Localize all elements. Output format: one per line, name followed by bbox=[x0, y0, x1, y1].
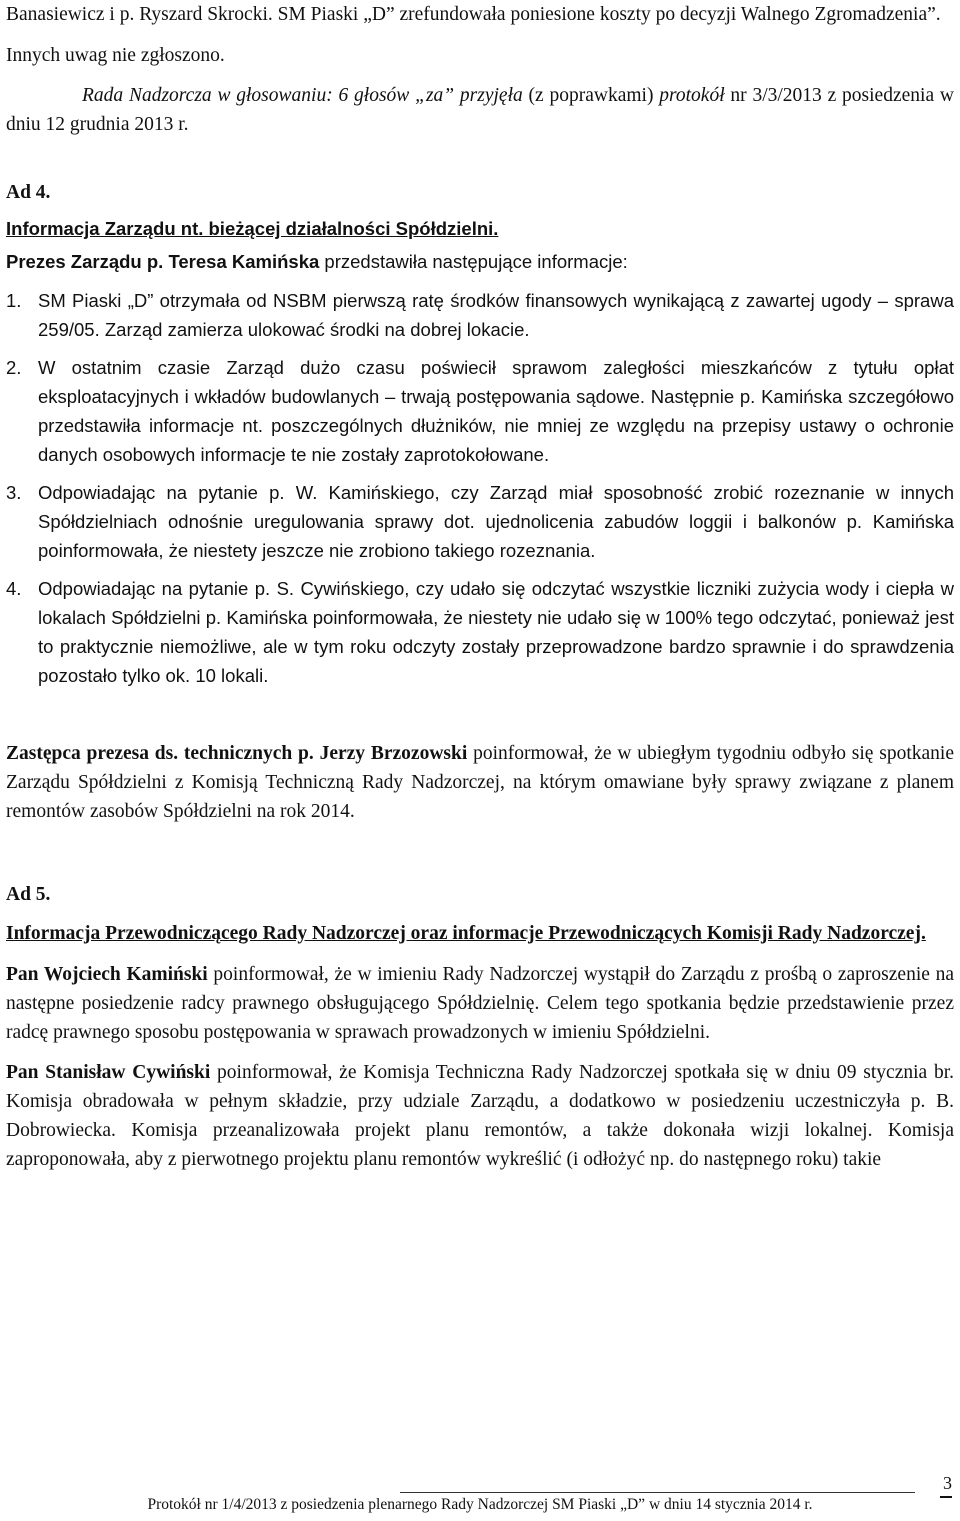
ad4-intro-rest: przedstawiła następujące informacje: bbox=[319, 251, 628, 272]
ad5-p2-rest: poinformował, że Komisja Techniczna Rady Nadzorczej spotkała się w dniu 09 stycznia br. Komisja obradowała w pełnym składzie, przy udziale Zarządu, a dodatkowo w posiedzeniu uczestniczyła p. B. Dobrowiecka. Komisja przeanalizowała projekt planu remontów, a także dokonała wizji lokalnej. Komisja zaproponowała, aby z pierwotnego projektu planu remontów wykreślić (i odłożyć np. do następnego roku) takie bbox=[6, 1062, 954, 1170]
spacer bbox=[6, 826, 954, 880]
ad5-p1-rest: poinformował, że w imieniu Rady Nadzorczej wystąpił do Zarządu z prośbą o zaproszenie na następne posiedzenie radcy prawnego obsługującego Spółdzielnię. Celem tego spotkania będzie przedstawienie przez radcę prawnego sposobu postępowania w sprawach prowadzonych w imieniu Spółdzielni. bbox=[6, 964, 954, 1043]
list-item bbox=[6, 574, 954, 690]
list-item-number: 1. bbox=[6, 290, 22, 311]
ad5-p1-bold: Pan Wojciech Kamiński bbox=[6, 964, 208, 985]
list-item bbox=[6, 353, 954, 469]
list-item-number: 2. bbox=[6, 357, 22, 378]
list-item-text: W ostatnim czasie Zarząd dużo czasu poświecił sprawom zaległości mieszkańców z tytułu opłat eksploatacyjnych i wkładów budowlanych – trwają postępowania sądowe. Następnie p. Kamińska szczegółowo przedstawiła informacje nt. poszczególnych dłużników, nie mniej ze względu na przepisy ustawy o ochronie danych osobowych informacje te nie zostały zaprotokołowane. bbox=[38, 357, 954, 465]
spacer bbox=[6, 29, 954, 41]
footer-divider bbox=[400, 1492, 915, 1493]
page-footer: Protokół nr 1/4/2013 z posiedzenia plenarnego Rady Nadzorczej SM Piaski „D” w dniu 14 stycznia 2014 r. bbox=[147, 1496, 813, 1513]
deputy-bold2: Jerzy Brzozowski bbox=[319, 743, 468, 764]
ad5-paragraph-2 bbox=[6, 1058, 954, 1174]
list-item-number: 3. bbox=[6, 482, 22, 503]
ad4-heading: Ad 4. bbox=[6, 182, 51, 203]
resolution-mid: (z poprawkami) bbox=[522, 85, 660, 106]
ad5-title: Informacja Przewodniczącego Rady Nadzorczej oraz informacje Przewodniczących Komisji Rady Nadzorczej. bbox=[6, 923, 926, 944]
resolution-italic: Rada Nadzorcza w głosowaniu: 6 głosów „za” przyjęła bbox=[82, 85, 523, 106]
document-page bbox=[6, 0, 954, 1174]
page-number-underline bbox=[940, 1496, 952, 1498]
list-item bbox=[6, 286, 954, 344]
list-item bbox=[6, 478, 954, 565]
spacer bbox=[6, 139, 954, 178]
deputy-rest: poinformował, że w ubiegłym tygodniu odbyło się spotkanie Zarządu Spółdzielni z Komisją Techniczną Rady Nadzorczej, na którym omawiane były sprawy związane z planem remontów zasobów Spółdzielni na rok 2014. bbox=[6, 743, 955, 822]
ad4-intro-bold: Prezes Zarządu p. Teresa Kamińska bbox=[6, 251, 320, 272]
list-item-text: SM Piaski „D” otrzymała od NSBM pierwszą ratę środków finansowych wynikającą z zawartej ugody – sprawa 259/05. Zarząd zamierza ulokować środki na dobrej lokacie. bbox=[38, 290, 954, 340]
page-number: 3 bbox=[943, 1473, 952, 1493]
ad5-p2-bold: Pan Stanisław Cywiński bbox=[6, 1062, 211, 1083]
deputy-paragraph bbox=[6, 739, 954, 826]
no-remarks: Innych uwag nie zgłoszono. bbox=[6, 45, 225, 66]
resolution-rest: nr 3/3/2013 z posiedzenia w dniu 12 grudnia 2013 r. bbox=[6, 85, 954, 135]
ad4-list bbox=[6, 286, 954, 690]
ad4-title: Informacja Zarządu nt. bieżącej działalności Spółdzielni. bbox=[6, 218, 499, 239]
ad4-intro bbox=[6, 247, 954, 276]
deputy-bold1: Zastępca prezesa ds. technicznych p. bbox=[6, 743, 320, 764]
ad5-heading: Ad 5. bbox=[6, 884, 51, 905]
spacer bbox=[6, 699, 954, 739]
list-item-number: 4. bbox=[6, 578, 22, 599]
resolution-italic2: protokół bbox=[659, 85, 725, 106]
ad5-paragraph-1 bbox=[6, 960, 954, 1047]
top-paragraph: Banasiewicz i p. Ryszard Skrocki. SM Piaski „D” zrefundowała poniesione koszty po decyzji Walnego Zgromadzenia”. bbox=[6, 4, 941, 25]
list-item-text: Odpowiadając na pytanie p. S. Cywińskiego, czy udało się odczytać wszystkie liczniki zużycia wody i ciepła w lokalach Spółdzielni p. Kamińska poinformowała, że niestety nie udało się w 100% tego odczytać, ponieważ jest to praktycznie niemożliwe, ale w tym roku odczyty zostały przeprowadzone bardzo sprawnie i do sprawdzenia pozostało tylko ok. 10 lokali. bbox=[38, 578, 954, 686]
list-item-text: Odpowiadając na pytanie p. W. Kamińskiego, czy Zarząd miał sposobność zrobić rozeznanie w innych Spółdzielniach odnośnie uregulowania sprawy dot. ujednolicenia zabudów loggii i balkonów p. Kamińska poinformowała, że niestety jeszcze nie zrobiono takiego rozeznania. bbox=[38, 482, 954, 561]
resolution-paragraph bbox=[6, 81, 954, 139]
